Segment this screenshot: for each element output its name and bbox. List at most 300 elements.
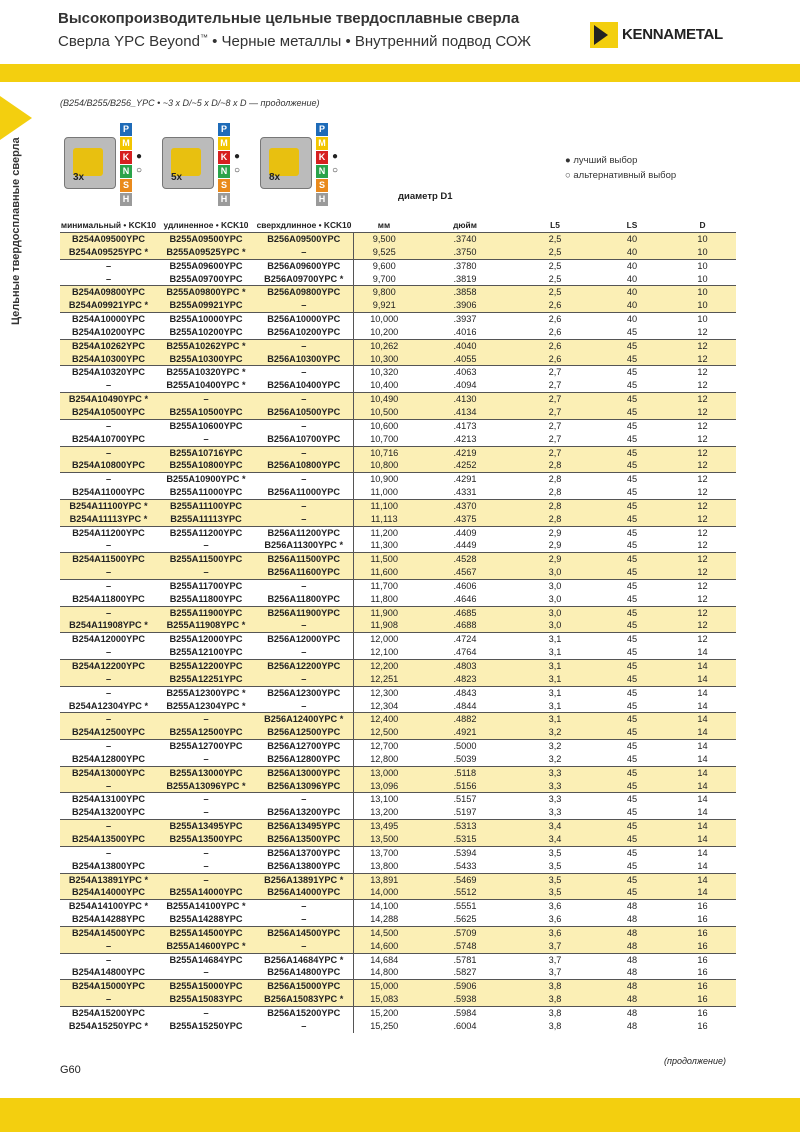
order-code-cell: B256A11200YPC	[255, 526, 353, 539]
order-code-cell: B255A11000YPC	[169, 487, 243, 498]
value-cell: 14	[669, 886, 736, 899]
table-row	[60, 993, 736, 1006]
value-cell: 45	[626, 593, 638, 604]
order-code-cell: B256A14500YPC	[255, 926, 353, 939]
value-cell: 3,1	[515, 633, 595, 646]
value-cell: 3,3	[548, 807, 562, 818]
table-row	[60, 539, 736, 552]
value-cell: 45	[626, 700, 638, 711]
order-code-cell: –	[60, 780, 157, 793]
column-header: минимальный • KCK10	[60, 219, 157, 233]
table-row	[60, 579, 736, 592]
value-cell: .5551	[415, 900, 515, 913]
value-cell: .4375	[415, 513, 515, 526]
value-cell: 3,1	[515, 660, 595, 673]
order-code-cell: –	[255, 299, 353, 312]
table-row	[60, 459, 736, 472]
value-cell: 9,500	[353, 233, 415, 246]
table-row	[60, 553, 736, 566]
value-cell: .5748	[415, 940, 515, 953]
value-cell: 2,7	[548, 433, 562, 444]
order-code-cell: B254A09921YPC *	[60, 299, 157, 312]
order-code-cell: B256A15000YPC	[255, 980, 353, 993]
table-row	[60, 833, 736, 846]
order-code-cell: –	[203, 540, 209, 551]
table-row	[60, 726, 736, 739]
value-cell: 9,800	[353, 286, 415, 299]
value-cell: 14	[669, 686, 736, 699]
value-cell: 48	[626, 1020, 638, 1031]
value-cell: 10	[697, 273, 708, 284]
order-code-cell: B256A14684YPC *	[255, 953, 353, 966]
value-cell: 2,5	[548, 273, 562, 284]
value-cell: 10,600	[353, 419, 415, 432]
value-cell: .5156	[415, 780, 515, 793]
order-code-cell: B254A15000YPC	[60, 980, 157, 993]
table-row	[60, 486, 736, 499]
value-cell: 45	[595, 686, 669, 699]
value-cell: 3,2	[515, 726, 595, 739]
value-cell: 40	[626, 273, 638, 284]
value-cell: 45	[595, 886, 669, 899]
value-cell: 14	[697, 647, 708, 658]
order-code-cell: B254A14500YPC	[60, 926, 157, 939]
column-header: L5	[515, 219, 595, 233]
value-cell: 12	[669, 446, 736, 459]
order-code-cell: –	[157, 846, 255, 859]
value-cell: 9,525	[353, 246, 415, 259]
order-code-cell: –	[157, 1006, 255, 1019]
value-cell: 12,304	[353, 700, 415, 713]
value-cell: 12	[697, 380, 708, 391]
order-code-cell: B255A13000YPC	[157, 766, 255, 779]
value-cell: 14	[697, 860, 708, 871]
section-subtitle: (B254/B255/B256_YPC • ~3 x D/~5 x D/~8 x D — продолжение)	[60, 98, 320, 108]
value-cell: .5157	[415, 793, 515, 806]
value-cell: 12	[669, 366, 736, 379]
value-cell: 48	[595, 953, 669, 966]
order-code-cell: B256A13800YPC	[267, 860, 341, 871]
side-label: Цельные твердосплавные сверла	[10, 137, 22, 325]
table-row	[60, 966, 736, 979]
table-row	[60, 286, 736, 299]
value-cell: 12,500	[353, 726, 415, 739]
value-cell: 9,921	[353, 299, 415, 312]
value-cell: 11,300	[353, 539, 415, 552]
table-row	[60, 686, 736, 699]
value-cell: 12	[669, 619, 736, 632]
legend	[565, 153, 676, 183]
value-cell: 2,5	[515, 233, 595, 246]
order-code-cell: B255A11908YPC *	[157, 619, 255, 632]
value-cell: 12	[669, 499, 736, 512]
page-number: G60	[60, 1064, 81, 1076]
value-cell: 12	[669, 633, 736, 646]
value-cell: 45	[626, 860, 638, 871]
order-code-cell: B256A11000YPC	[267, 487, 341, 498]
order-code-cell: B255A09700YPC	[169, 273, 243, 284]
order-code-cell: B256A11600YPC	[255, 566, 353, 579]
table-row	[60, 793, 736, 806]
table-row	[60, 806, 736, 819]
order-code-cell: –	[255, 673, 353, 686]
material-k: K	[218, 151, 230, 164]
value-cell: 2,6	[515, 299, 595, 312]
value-cell: 3,3	[515, 766, 595, 779]
column-header: LS	[595, 219, 669, 233]
value-cell: 3,0	[515, 579, 595, 592]
order-code-cell: B254A13891YPC *	[60, 873, 157, 886]
order-code-cell: B254A10262YPC	[60, 339, 157, 352]
order-code-cell: B254A11908YPC *	[60, 619, 157, 632]
continued-note: (продолжение)	[664, 1056, 726, 1066]
value-cell: 16	[697, 1020, 708, 1031]
value-cell: .4063	[415, 366, 515, 379]
column-header: дюйм	[415, 219, 515, 233]
table-row	[60, 820, 736, 833]
value-cell: 3,4	[515, 833, 595, 846]
value-cell: 2,6	[515, 339, 595, 352]
value-cell: 14	[669, 766, 736, 779]
order-code-cell: –	[255, 419, 353, 432]
value-cell: 40	[595, 299, 669, 312]
value-cell: 10,700	[353, 433, 415, 446]
order-code-cell: B255A10716YPC	[157, 446, 255, 459]
order-code-cell: –	[105, 647, 112, 658]
order-code-cell: B256A13200YPC	[267, 807, 341, 818]
order-code-cell: –	[255, 940, 353, 953]
value-cell: 3,7	[515, 953, 595, 966]
order-code-cell: –	[60, 473, 157, 486]
suitability-mark: ●	[136, 151, 143, 162]
value-cell: 10,300	[353, 353, 415, 366]
value-cell: .4843	[415, 686, 515, 699]
value-cell: 45	[595, 793, 669, 806]
value-cell: 2,7	[515, 419, 595, 432]
value-cell: 3,4	[515, 820, 595, 833]
value-cell: .4688	[415, 619, 515, 632]
value-cell: .5118	[415, 766, 515, 779]
order-code-cell: B256A13495YPC	[255, 820, 353, 833]
order-code-cell: –	[255, 579, 353, 592]
order-code-cell: B255A12100YPC	[169, 647, 243, 658]
value-cell: 45	[595, 833, 669, 846]
value-cell: 40	[595, 246, 669, 259]
table-row	[60, 900, 736, 913]
table-row	[60, 299, 736, 312]
material-p: P	[218, 123, 230, 136]
value-cell: .4370	[415, 499, 515, 512]
value-cell: 45	[595, 339, 669, 352]
value-cell: 3,6	[515, 926, 595, 939]
order-code-cell: B255A10900YPC *	[157, 473, 255, 486]
value-cell: .3937	[415, 313, 515, 326]
order-code-cell: B254A12200YPC	[60, 660, 157, 673]
order-code-cell: B256A13891YPC *	[255, 873, 353, 886]
value-cell: 3,1	[548, 700, 562, 711]
legend-best: ● лучший выбор	[565, 155, 638, 166]
table-row	[60, 593, 736, 606]
value-cell: 12	[669, 606, 736, 619]
order-code-cell: B255A10400YPC *	[166, 380, 246, 391]
value-cell: 12	[669, 526, 736, 539]
order-code-cell: –	[301, 1020, 307, 1031]
value-cell: 14	[669, 660, 736, 673]
value-cell: 2,7	[515, 393, 595, 406]
value-cell: 14	[669, 673, 736, 686]
value-cell: 12	[669, 339, 736, 352]
order-code-cell: B255A15083YPC	[157, 993, 255, 1006]
value-cell: .5512	[415, 886, 515, 899]
value-cell: 10,200	[353, 326, 415, 339]
value-cell: 11,900	[353, 606, 415, 619]
value-cell: 45	[595, 393, 669, 406]
value-cell: 11,000	[353, 486, 415, 499]
order-code-cell: B256A13096YPC	[255, 780, 353, 793]
value-cell: 2,9	[548, 540, 562, 551]
order-code-cell: B256A10300YPC	[255, 353, 353, 366]
value-cell: .5433	[453, 860, 477, 871]
value-cell: .4844	[453, 700, 477, 711]
value-cell: 14	[697, 753, 708, 764]
value-cell: 14,100	[353, 900, 415, 913]
order-code-cell: B256A14800YPC	[267, 967, 341, 978]
value-cell: .4449	[453, 540, 477, 551]
value-cell: 12	[697, 326, 708, 337]
value-cell: 10	[669, 259, 736, 272]
drill-3xd-icon	[60, 123, 150, 213]
material-n: N	[316, 165, 328, 178]
value-cell: 12	[669, 473, 736, 486]
value-cell: 10,490	[353, 393, 415, 406]
value-cell: .4567	[415, 566, 515, 579]
value-cell: 10,800	[353, 459, 415, 472]
table-row	[60, 926, 736, 939]
value-cell: .3750	[415, 246, 515, 259]
table-row	[60, 433, 736, 446]
value-cell: 13,000	[353, 766, 415, 779]
suitability-mark: ○	[136, 165, 143, 176]
order-code-cell: B255A14000YPC	[157, 886, 255, 899]
value-cell: 12	[697, 540, 708, 551]
order-code-cell: B254A14800YPC	[71, 967, 146, 978]
value-cell: 14	[669, 833, 736, 846]
order-code-cell: B255A12300YPC *	[157, 686, 255, 699]
value-cell: 15,200	[353, 1006, 415, 1019]
value-cell: 45	[595, 353, 669, 366]
value-cell: 45	[595, 660, 669, 673]
value-cell: 14,600	[353, 940, 415, 953]
order-code-cell: B256A15200YPC	[255, 1006, 353, 1019]
value-cell: 10,716	[353, 446, 415, 459]
value-cell: 45	[595, 446, 669, 459]
value-cell: 45	[595, 713, 669, 726]
value-cell: 14	[669, 793, 736, 806]
legend-alt: ○ альтернативный выбор	[565, 170, 677, 181]
order-code-cell: B256A12300YPC	[255, 686, 353, 699]
value-cell: .3780	[415, 259, 515, 272]
order-code-cell: B256A10500YPC	[255, 406, 353, 419]
value-cell: 3,0	[548, 593, 562, 604]
table-row	[60, 1020, 736, 1033]
order-code-cell: B256A11500YPC	[255, 553, 353, 566]
order-code-cell: B255A10300YPC	[157, 353, 255, 366]
order-code-cell: B254A11800YPC	[72, 593, 145, 604]
value-cell: 45	[595, 526, 669, 539]
value-cell: 2,8	[548, 487, 562, 498]
order-code-cell: B256A12700YPC	[255, 740, 353, 753]
table-header-row	[60, 219, 736, 233]
order-code-cell: B254A14288YPC	[71, 914, 146, 925]
order-code-cell: B254A15200YPC	[60, 1006, 157, 1019]
order-code-cell: B255A10200YPC	[169, 326, 243, 337]
value-cell: 2,6	[515, 313, 595, 326]
order-code-cell: B254A13000YPC	[60, 766, 157, 779]
value-cell: 12,251	[353, 673, 415, 686]
table-row	[60, 566, 736, 579]
order-code-cell: –	[60, 686, 157, 699]
order-code-cell: B255A09600YPC	[157, 259, 255, 272]
value-cell: 45	[595, 873, 669, 886]
order-code-cell: B254A11100YPC *	[60, 499, 157, 512]
value-cell: 45	[626, 647, 638, 658]
value-cell: 16	[697, 967, 708, 978]
order-code-cell: B254A15250YPC *	[68, 1020, 149, 1031]
value-cell: 14	[697, 807, 708, 818]
material-groups	[218, 123, 241, 207]
value-cell: 12	[697, 433, 708, 444]
drill-cube-icon	[260, 137, 312, 189]
order-code-cell: –	[203, 807, 209, 818]
material-s: S	[120, 179, 132, 192]
value-cell: 3,0	[515, 566, 595, 579]
value-cell: 45	[595, 846, 669, 859]
order-code-cell: B256A11300YPC *	[264, 540, 344, 551]
order-code-cell: –	[60, 446, 157, 459]
drill-depth-label: 3x	[73, 172, 85, 183]
value-cell: 11,908	[353, 619, 415, 632]
value-cell: .5938	[415, 993, 515, 1006]
table-row	[60, 886, 736, 899]
table-row	[60, 606, 736, 619]
value-cell: 3,6	[515, 900, 595, 913]
order-code-cell: –	[105, 273, 112, 284]
value-cell: 3,8	[515, 1006, 595, 1019]
order-code-cell: –	[60, 419, 157, 432]
value-cell: 12,100	[353, 646, 415, 659]
value-cell: 13,200	[353, 806, 415, 819]
value-cell: 14	[669, 846, 736, 859]
value-cell: 3,1	[515, 686, 595, 699]
order-code-cell: B255A10600YPC	[157, 419, 255, 432]
value-cell: 45	[595, 366, 669, 379]
value-cell: 2,5	[515, 259, 595, 272]
order-code-cell: –	[60, 259, 157, 272]
value-cell: 15,250	[353, 1020, 415, 1033]
value-cell: .4219	[415, 446, 515, 459]
table-row	[60, 700, 736, 713]
order-code-cell: B255A11200YPC	[157, 526, 255, 539]
value-cell: 16	[669, 953, 736, 966]
value-cell: .5469	[415, 873, 515, 886]
order-code-cell: B255A11113YPC	[157, 513, 255, 526]
order-code-cell: B255A10320YPC *	[157, 366, 255, 379]
table-row	[60, 246, 736, 259]
value-cell: 45	[595, 820, 669, 833]
suitability-mark: ○	[332, 165, 339, 176]
order-code-cell: –	[255, 473, 353, 486]
value-cell: 45	[595, 406, 669, 419]
value-cell: 2,8	[515, 473, 595, 486]
value-cell: 11,700	[353, 579, 415, 592]
order-code-cell: B255A14500YPC	[157, 926, 255, 939]
value-cell: 45	[595, 606, 669, 619]
drill-cube-icon	[64, 137, 116, 189]
value-cell: .4213	[453, 433, 477, 444]
value-cell: 2,7	[515, 366, 595, 379]
table-row	[60, 980, 736, 993]
value-cell: 11,600	[353, 566, 415, 579]
value-cell: 13,800	[353, 860, 415, 873]
value-cell: 11,800	[353, 593, 415, 606]
value-cell: .4882	[415, 713, 515, 726]
value-cell: 40	[595, 313, 669, 326]
table-row	[60, 940, 736, 953]
order-code-cell: –	[255, 393, 353, 406]
order-code-cell: –	[255, 900, 353, 913]
value-cell: .5394	[415, 846, 515, 859]
value-cell: 13,100	[353, 793, 415, 806]
order-code-cell: B255A14600YPC *	[157, 940, 255, 953]
order-code-cell: –	[157, 566, 255, 579]
value-cell: 15,000	[353, 980, 415, 993]
value-cell: 14,684	[353, 953, 415, 966]
logo-mark-icon	[590, 22, 618, 48]
table-row	[60, 619, 736, 632]
order-code-cell: B255A12000YPC	[157, 633, 255, 646]
value-cell: 12	[669, 393, 736, 406]
value-cell: 48	[595, 1006, 669, 1019]
order-code-cell: B255A11100YPC	[157, 499, 255, 512]
table-row	[60, 473, 736, 486]
page-title: Высокопроизводительные цельные твердосплавные сверла	[58, 10, 520, 27]
value-cell: 48	[595, 993, 669, 1006]
value-cell: 14	[697, 700, 708, 711]
value-cell: .3906	[415, 299, 515, 312]
value-cell: 10,400	[353, 379, 415, 392]
order-code-cell: –	[60, 846, 157, 859]
value-cell: .4921	[415, 726, 515, 739]
order-code-cell: B254A10200YPC	[71, 326, 146, 337]
value-cell: 13,495	[353, 820, 415, 833]
material-n: N	[218, 165, 230, 178]
drill-icons	[60, 123, 360, 213]
value-cell: 45	[595, 553, 669, 566]
order-code-cell: B256A10200YPC	[267, 326, 341, 337]
order-code-cell: B254A11200YPC	[60, 526, 157, 539]
table-row	[60, 233, 736, 246]
drill-cube-icon	[162, 137, 214, 189]
order-code-cell: B254A10000YPC	[60, 313, 157, 326]
value-cell: 2,6	[515, 353, 595, 366]
suitability-mark: ●	[234, 151, 241, 162]
order-code-cell: –	[157, 393, 255, 406]
value-cell: 10	[669, 286, 736, 299]
order-code-cell: B254A10500YPC	[60, 406, 157, 419]
order-code-cell: B254A11000YPC	[72, 487, 145, 498]
page-subtitle	[58, 33, 531, 50]
order-code-cell: B255A09921YPC	[157, 299, 255, 312]
